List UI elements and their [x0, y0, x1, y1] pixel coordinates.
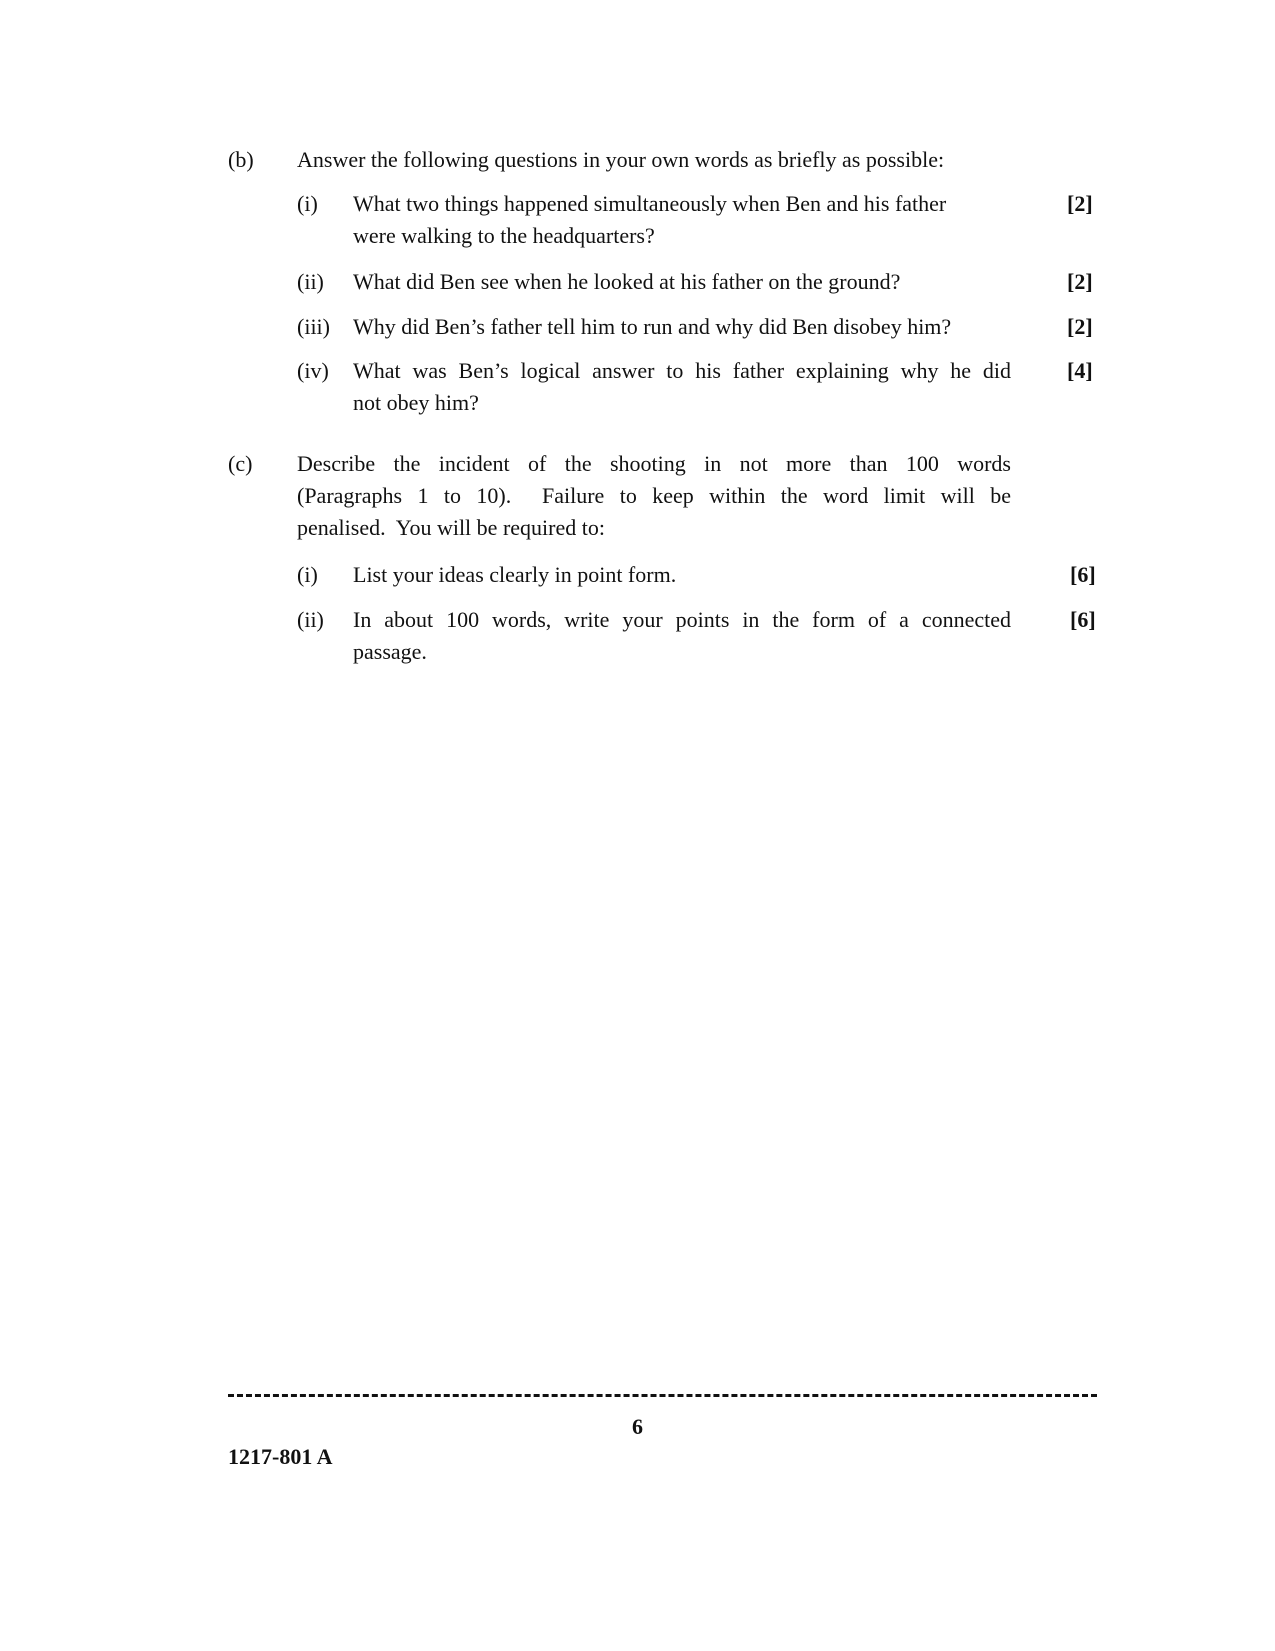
question-marks: [6]	[1070, 607, 1096, 632]
question-text	[353, 604, 1011, 668]
question-number: (ii)	[297, 607, 324, 632]
question-number: (iv)	[297, 358, 329, 383]
question-line: were walking to the headquarters?	[353, 223, 655, 248]
question-text	[353, 188, 1013, 252]
section-b-label: (b)	[228, 147, 254, 172]
question-line: List your ideas clearly in point form.	[353, 562, 677, 587]
question-number: (iii)	[297, 314, 330, 339]
question-text	[353, 559, 1013, 591]
section-c-label: (c)	[228, 451, 253, 476]
question-line: What was Ben’s logical answer to his father explaining why he did	[353, 358, 1011, 383]
question-line: What two things happened simultaneously when Ben and his father	[353, 191, 947, 216]
question-text	[353, 355, 1011, 419]
section-c-instruction	[297, 448, 1011, 544]
page-number: 6	[632, 1414, 643, 1439]
question-number: (ii)	[297, 269, 324, 294]
question-marks: [4]	[1067, 358, 1093, 383]
section-b-instruction: Answer the following questions in your own words as briefly as possible:	[297, 147, 945, 172]
question-number: (i)	[297, 562, 318, 587]
question-text	[353, 311, 1033, 343]
question-line: In about 100 words, write your points in the form of a connected	[353, 607, 1011, 632]
question-marks: [2]	[1067, 191, 1093, 216]
instruction-line: Describe the incident of the shooting in not more than 100 words	[297, 451, 1011, 476]
question-marks: [6]	[1070, 562, 1096, 587]
instruction-line: penalised. You will be required to:	[297, 515, 605, 540]
instruction-line: (Paragraphs 1 to 10). Failure to keep within the word limit will be	[297, 483, 1011, 508]
question-line: What did Ben see when he looked at his father on the ground?	[353, 269, 901, 294]
question-number: (i)	[297, 191, 318, 216]
question-line: not obey him?	[353, 390, 479, 415]
paper-code: 1217-801 A	[228, 1444, 333, 1469]
footer-divider	[228, 1394, 1097, 1397]
question-marks: [2]	[1067, 269, 1093, 294]
question-marks: [2]	[1067, 314, 1093, 339]
question-line: Why did Ben’s father tell him to run and why did Ben disobey him?	[353, 314, 952, 339]
question-text	[353, 266, 1013, 298]
question-line: passage.	[353, 639, 427, 664]
